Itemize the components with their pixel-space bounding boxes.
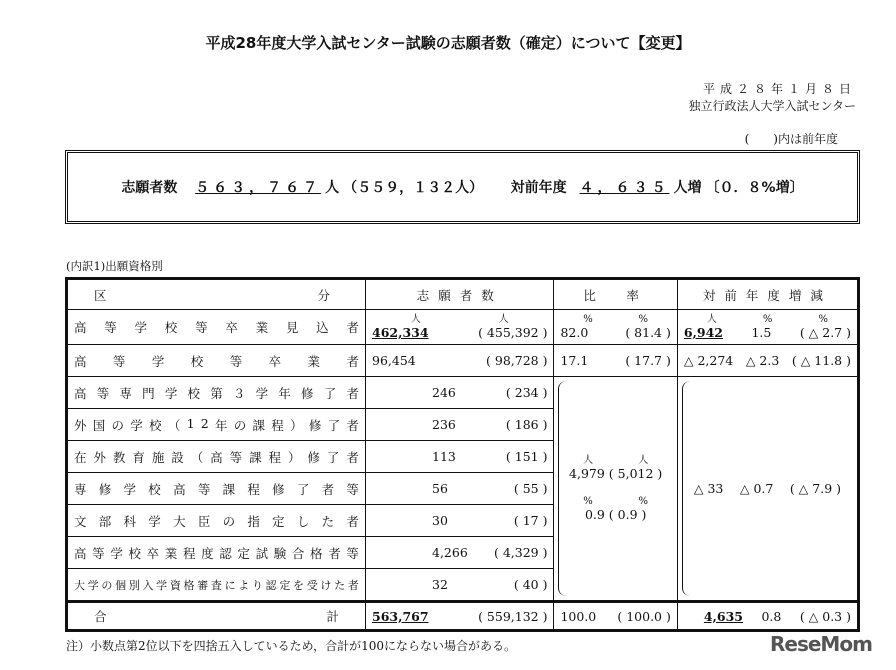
table-row xyxy=(67,377,859,409)
row-count: 4,266 ( 4,329 ) xyxy=(366,537,554,569)
summary-diff: ４，６３５ xyxy=(579,180,670,196)
row-label: 在 外 教 育 施 設 （ 高 等 課 程 ） 修 了 者 xyxy=(67,441,366,473)
row-count: 113 ( 151 ) xyxy=(366,441,554,473)
header-b: 分 xyxy=(317,287,339,303)
header-a: 区 xyxy=(94,287,116,303)
row-change: 人 % % 6,942 1.5 ( △ 2.7 ) xyxy=(677,310,858,345)
page-title: 平成28年度大学入試センター試験の志願者数（確定）について【変更】 xyxy=(205,34,691,52)
subtitle: (内訳1)出願資格別 xyxy=(66,259,163,273)
summary-diff-label: 対前年度 xyxy=(510,180,567,196)
header-count: 志願者数 xyxy=(366,279,554,310)
total-ratio: 100.0 ( 100.0 ) xyxy=(554,602,677,631)
table-row xyxy=(67,310,859,345)
header-change: 対前年度増減 xyxy=(677,279,858,310)
table-header xyxy=(67,279,859,310)
date: 平成２８年１月８日 xyxy=(702,82,856,96)
row-count: 56 ( 55 ) xyxy=(366,473,554,505)
row-count: 246 ( 234 ) xyxy=(366,377,554,409)
summary-pct: 〔０．８%増〕 xyxy=(705,180,804,196)
footnote: 注）小数点第2位以下を四捨五入しているため，合計が100にならない場合がある。 xyxy=(66,639,517,653)
row-label: 文 部 科 学 大 臣 の 指 定 し た 者 xyxy=(67,505,366,537)
row-count: 96,454 ( 98,728 ) xyxy=(366,345,554,377)
resemom-logo: ReseMom xyxy=(770,632,872,656)
group-change: △ 33 △ 0.7 ( △ 7.9 ) xyxy=(677,377,858,602)
group-ratio: 人 人 4,979 ( 5,012 ) % % 0.9 ( 0.9 ) xyxy=(554,377,677,602)
row-count: 30 ( 17 ) xyxy=(366,505,554,537)
row-change: △ 2,274 △ 2.3 ( △ 11.8 ) xyxy=(677,345,858,377)
paren-note: ( )内は前年度 xyxy=(744,132,838,146)
summary-count: ５６３，７６７ xyxy=(195,180,322,196)
row-label: 高 等 学 校 等 卒 業 者 xyxy=(67,345,366,377)
total-count: 563,767 ( 559,132 ) xyxy=(366,602,554,631)
row-count: 人 人 462,334 ( 455,392 ) xyxy=(366,310,554,345)
summary-unit: 人 xyxy=(325,180,340,196)
summary-label: 志願者数 xyxy=(121,180,178,196)
row-label: 外 国 の 学 校 （ 1 2 年 の 課 程 ） 修 了 者 xyxy=(67,409,366,441)
row-label: 高 等 専 門 学 校 第 ３ 学 年 修 了 者 xyxy=(67,377,366,409)
summary-box xyxy=(65,150,860,224)
summary-prev: （５５９，１３２人） xyxy=(343,180,484,196)
total-label: 合 計 xyxy=(67,602,366,631)
row-label: 大 学 の 個 別 入 学 資 格 審 査 に よ り 認 定 を 受 け た 者 xyxy=(67,569,366,602)
header-category xyxy=(67,279,366,310)
row-count: 236 ( 186 ) xyxy=(366,409,554,441)
table-row xyxy=(67,345,859,377)
row-label: 高 等 学 校 等 卒 業 見 込 者 xyxy=(67,310,366,345)
row-count: 32 ( 40 ) xyxy=(366,569,554,602)
row-label: 専 修 学 校 高 等 課 程 修 了 者 等 xyxy=(67,473,366,505)
header-ratio: 比 率 xyxy=(554,279,677,310)
total-row xyxy=(67,602,859,631)
row-ratio: 17.1 ( 17.7 ) xyxy=(554,345,677,377)
summary-diff-unit: 人増 xyxy=(673,180,702,196)
row-ratio: % % 82.0 ( 81.4 ) xyxy=(554,310,677,345)
organization: 独立行政法人大学入試センター xyxy=(688,99,856,113)
total-change: 4,635 0.8 ( △ 0.3 ) xyxy=(677,602,858,631)
row-label: 高 等 学 校 卒 業 程 度 認 定 試 験 合 格 者 等 xyxy=(67,537,366,569)
breakdown-table xyxy=(65,277,860,632)
